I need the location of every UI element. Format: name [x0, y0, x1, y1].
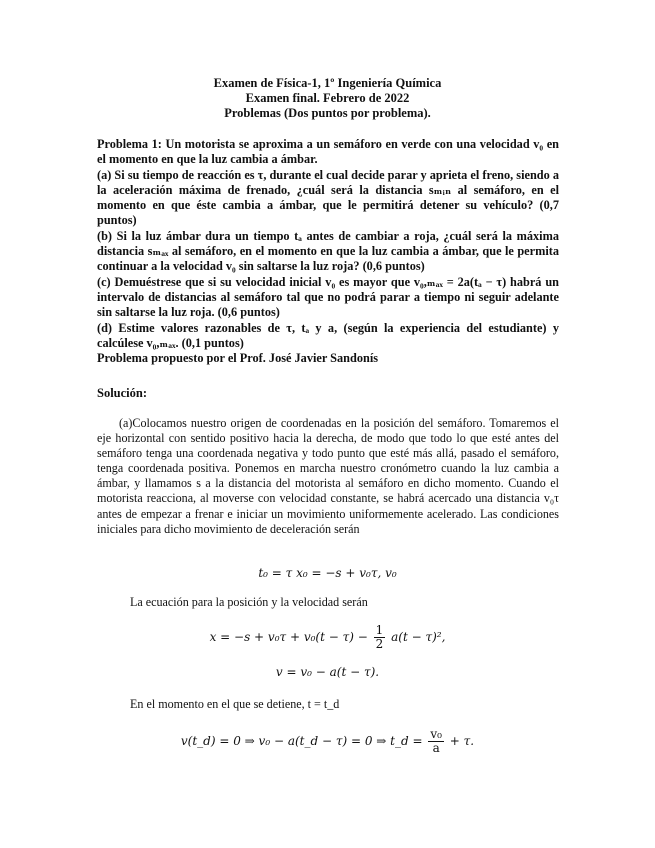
solution-body [97, 416, 559, 537]
equation-initial-conditions: t₀ = τ x₀ = −s + v₀τ, v₀ [258, 566, 397, 580]
solution-line-position-velocity: La ecuación para la posición y la velocidad serán [130, 595, 368, 609]
equation-velocity: v = v₀ − a(t − τ). [275, 665, 380, 679]
equation-stop-time [0, 728, 655, 755]
problem-label: Problema 1: [97, 137, 162, 151]
fraction-numerator: v₀ [430, 727, 442, 741]
problem-part-d: (d) Estime valores razonables de τ, tₐ y a, (según la experiencia del estudiante) y calcúlese v₀,ₘₐₓ. (0,1 puntos) [97, 320, 559, 350]
eq-position-fraction [374, 624, 386, 651]
problem-intro-text: Un motorista se aproxima a un semáforo en verde con una velocidad v₀ en el momento en que la luz cambia a ámbar. [97, 137, 559, 167]
eq-stop-right: + τ. [449, 734, 475, 748]
problem-part-c: (c) Demuéstrese que si su velocidad inicial v₀ es mayor que v₀,ₘₐₓ = 2a(tₐ − τ) habrá un intervalo de distancias al semáforo tal que no podrá parar a tiempo ni seguir adelante sin saltarse la luz roja. (0,6 puntos) [97, 274, 559, 320]
fraction-denominator: a [432, 741, 440, 755]
solution-line-stop: En el momento en el que se detiene, t = t_d [130, 697, 340, 711]
exam-header [0, 76, 655, 121]
solution-paragraph: (a)Colocamos nuestro origen de coordenadas en la posición del semáforo. Tomaremos el eje horizontal con sentido positivo hacia la derecha, de modo que todo lo que esté antes del semáforo tenga una coordenada negativa y todo punto que esté más allá, pasado el semáforo, tenga coordenada positiva. Ponemos en marcha nuestro cronómetro cuando la luz cambia a ámbar, y llamamos s a la distancia del motorista al semáforo en dicho momento. Cuando el motorista reacciona, al moverse con velocidad constante, se habrá acercado una distancia v₀τ antes de empezar a frenar e iniciar un movimiento uniformemente acelerado. Las condiciones iniciales para dicho movimiento de deceleración serán [97, 416, 559, 536]
eq-position-right: a(t − τ)², [391, 630, 446, 644]
problem-part-b: (b) Si la luz ámbar dura un tiempo tₐ antes de cambiar a roja, ¿cuál será la máxima distancia sₘₐₓ al semáforo, en el momento en que la luz cambia a ámbar, que le permita continuar a la velocidad v₀ sin saltarse la luz roja? (0,6 puntos) [97, 228, 559, 274]
header-line-3: Problemas (Dos puntos por problema). [224, 106, 431, 120]
problem-author: Problema propuesto por el Prof. José Javier Sandonís [97, 351, 379, 366]
eq-stop-left: v(t_d) = 0 ⇒ v₀ − a(t_d − τ) = 0 ⇒ t_d = [180, 734, 423, 748]
fraction-numerator: 1 [375, 623, 384, 637]
header-line-2: Examen final. Febrero de 2022 [245, 91, 410, 105]
header-line-1: Examen de Física-1, 1º Ingeniería Química [213, 76, 442, 90]
solution-title: Solución: [97, 386, 148, 400]
fraction-denominator: 2 [375, 637, 384, 651]
eq-position-left: x = −s + v₀τ + v₀(t − τ) − [209, 630, 368, 644]
problem-intro [97, 137, 559, 168]
problem-part-a: (a) Si su tiempo de reacción es τ, durante el cual decide parar y aprieta el freno, siendo a la aceleración máxima de frenado, ¿cuál será la distancia sₘᵢₙ al semáforo, en el momento en que éste cambia a ámbar, que le permitirá detener su vehículo? (0,7 puntos) [97, 167, 559, 228]
eq-stop-fraction [428, 728, 444, 755]
equation-position [0, 624, 655, 651]
problem-statement [97, 137, 559, 366]
